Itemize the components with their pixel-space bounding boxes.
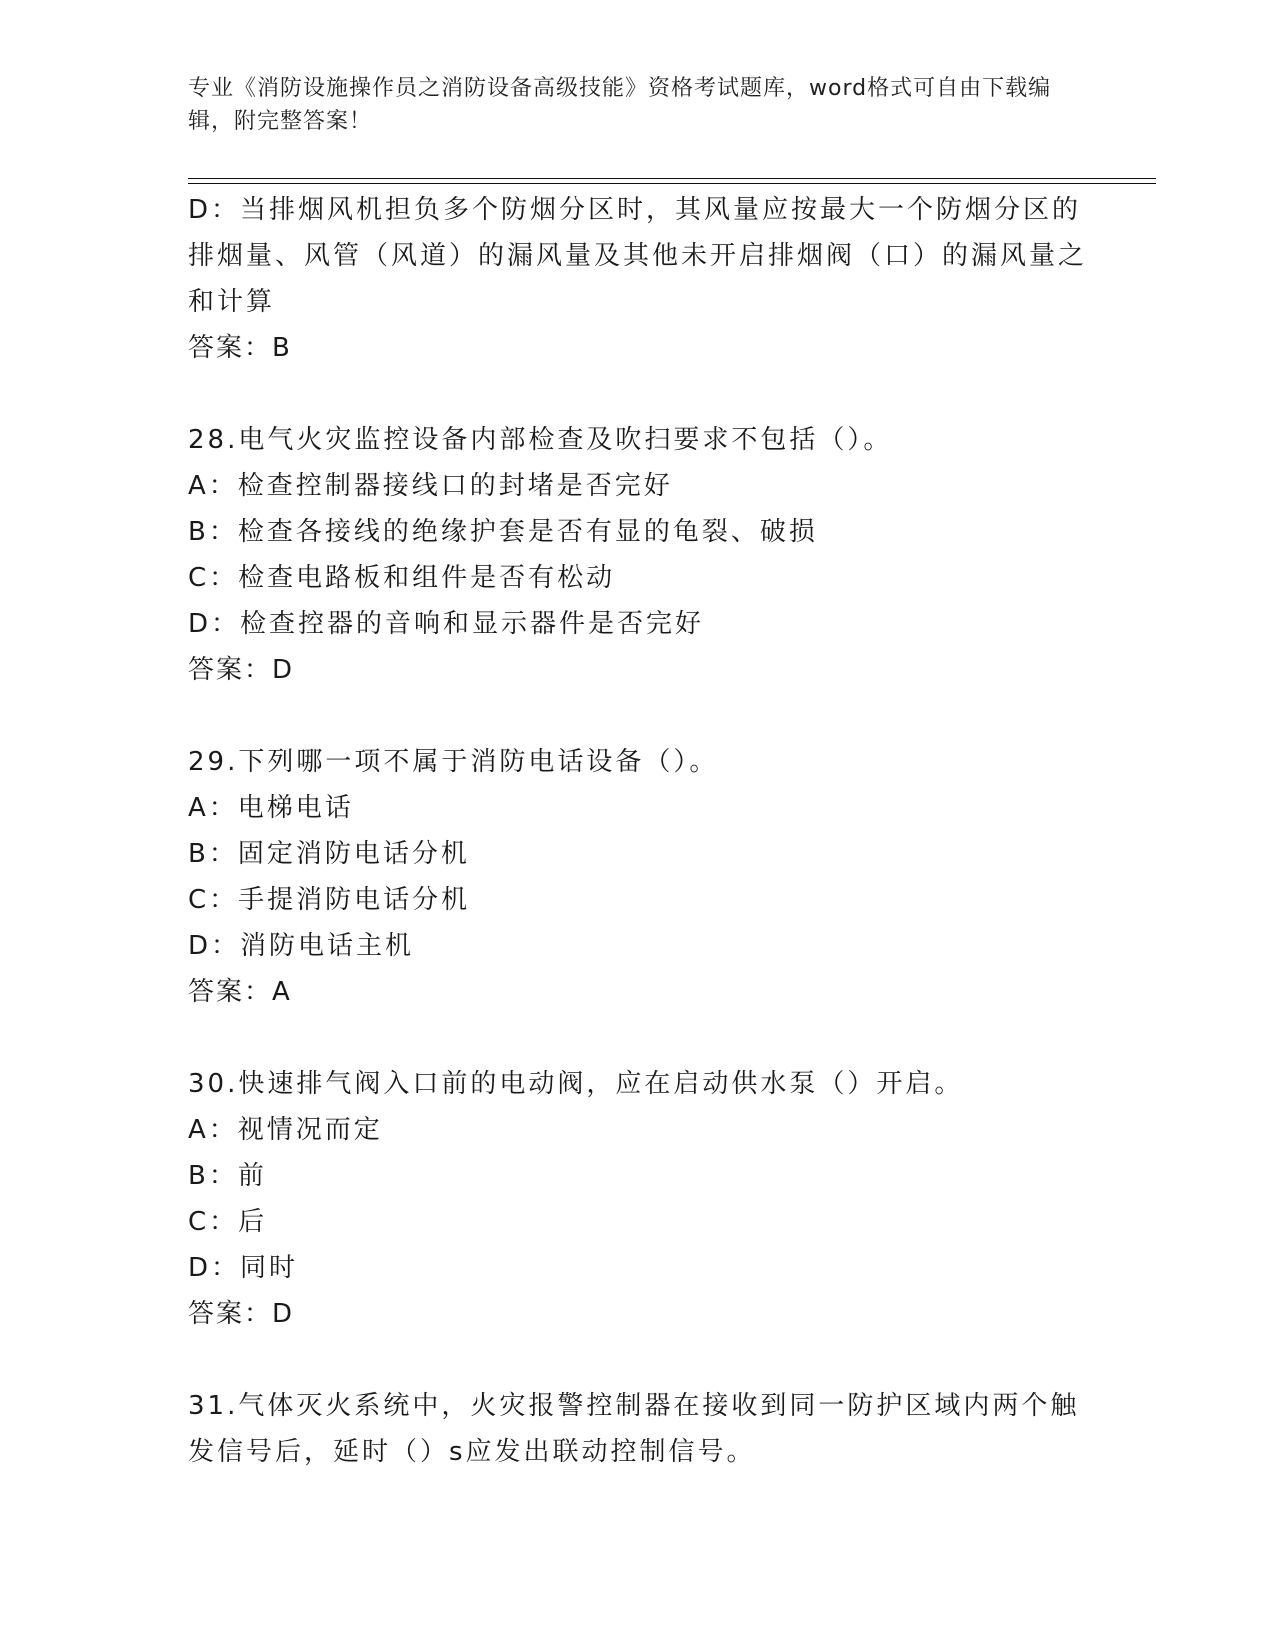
option-a: A：电梯电话 [188,793,354,823]
header-divider [188,178,1156,184]
answer-line: 答案：D [188,1299,295,1329]
document-header: 专业《消防设施操作员之消防设备高级技能》资格考试题库，word格式可自由下载编辑，附完整答案！ [188,76,1052,134]
option-d: D：消防电话主机 [188,931,415,961]
option-a: A：检查控制器接线口的封堵是否完好 [188,471,673,501]
option-b: B：检查各接线的绝缘护套是否有显的龟裂、破损 [188,517,818,547]
question-28 [188,417,1108,693]
question-stem: 31.气体灭火系统中，火灾报警控制器在接收到同一防护区域内两个触发信号后，延时（）s应发出联动控制信号。 [188,1391,1080,1467]
option-b: B：前 [188,1161,267,1191]
option-a: A：视情况而定 [188,1115,383,1145]
question-27-continuation [188,187,1108,371]
option-c: C：检查电路板和组件是否有松动 [188,563,616,593]
answer-line: 答案：B [188,333,292,363]
question-stem: 28.电气火灾监控设备内部检查及吹扫要求不包括（）。 [188,425,893,455]
question-stem: 29.下列哪一项不属于消防电话设备（）。 [188,747,719,777]
answer-line: 答案：A [188,977,292,1007]
question-30 [188,1061,1108,1337]
question-list [188,187,1108,1521]
answer-line: 答案：D [188,655,295,685]
question-31 [188,1383,1108,1475]
option-c: C：后 [188,1207,268,1237]
question-29 [188,739,1108,1015]
option-b: B：固定消防电话分机 [188,839,470,869]
option-d: D：当排烟风机担负多个防烟分区时，其风量应按最大一个防烟分区的排烟量、风管（风道）的漏风量及其他未开启排烟阀（口）的漏风量之和计算 [188,195,1088,317]
option-c: C：手提消防电话分机 [188,885,471,915]
option-d: D：检查控器的音响和显示器件是否完好 [188,609,705,639]
question-stem: 30.快速排气阀入口前的电动阀，应在启动供水泵（）开启。 [188,1069,964,1099]
option-d: D：同时 [188,1253,299,1283]
